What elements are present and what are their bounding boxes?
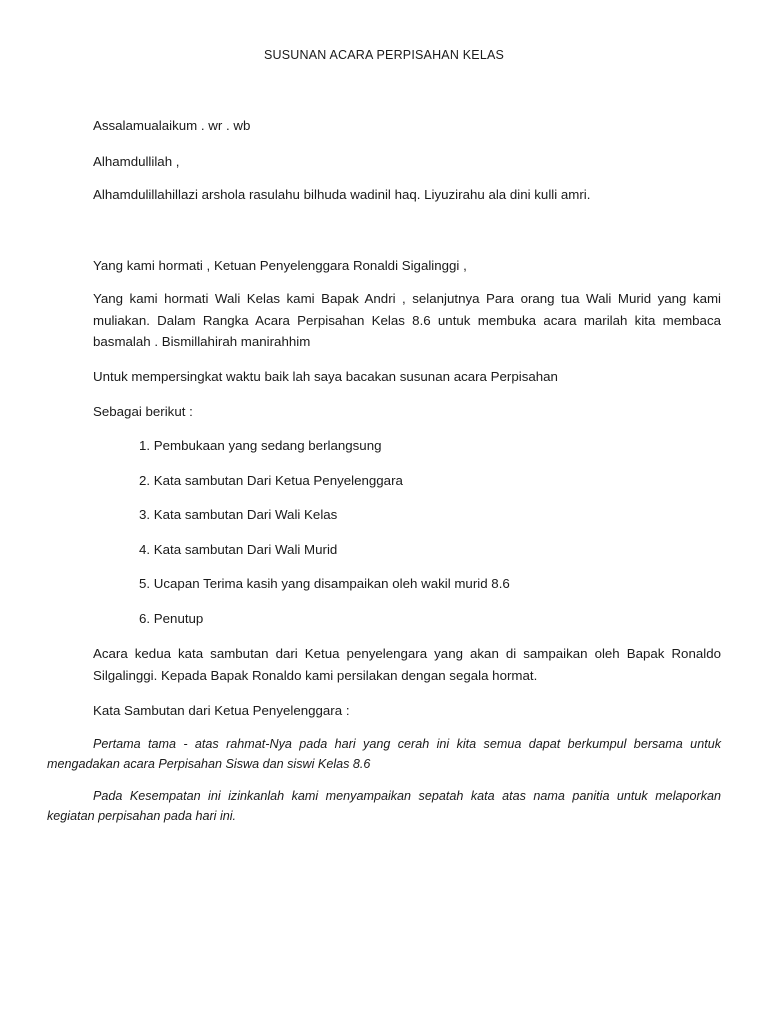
agenda-item: 3. Kata sambutan Dari Wali Kelas [139,507,338,522]
agenda-item: 4. Kata sambutan Dari Wali Murid [139,542,338,557]
agenda-item: 2. Kata sambutan Dari Ketua Penyelenggara [139,473,403,488]
agenda-item: 6. Penutup [139,611,204,626]
agenda-item: 1. Pembukaan yang sedang berlangsung [139,438,382,453]
persingkat-waktu: Untuk mempersingkat waktu baik lah saya bacakan susunan acara Perpisahan [93,369,558,384]
sambutan-paragraph-2 [47,786,721,826]
sebagai-berikut: Sebagai berikut : [93,404,193,419]
sambutan-paragraph-2-text: Pada Kesempatan ini izinkanlah kami menyampaikan sepatah kata atas nama panitia untuk melaporkan kegiatan perpisahan pada hari ini. [47,789,721,823]
agenda-item: 5. Ucapan Terima kasih yang disampaikan oleh wakil murid 8.6 [139,576,510,591]
sambutan-paragraph-1-text: Pertama tama - atas rahmat-Nya pada hari yang cerah ini kita semua dapat berkumpul bersama untuk mengadakan acara Perpisahan Siswa dan siswi Kelas 8.6 [47,737,721,771]
acara-kedua-paragraph: Acara kedua kata sambutan dari Ketua penyelengara yang akan di sampaikan oleh Bapak Ronaldo Silgalinggi. Kepada Bapak Ronaldo kami persilakan dengan segala hormat. [93,646,721,683]
greeting: Assalamualaikum . wr . wb [93,118,251,133]
hormat-wali-kelas: Yang kami hormati Wali Kelas kami Bapak Andri , selanjutnya Para orang tua Wali Murid yang kami muliakan. Dalam Rangka Acara Perpisahan Kelas 8.6 untuk membuka acara marilah kita membaca basmalah . Bismillahirah manirahhim [93,291,721,349]
doa-paragraph: Alhamdulillahillazi arshola rasulahu bilhuda wadinil haq. Liyuzirahu ala dini kulli amri. [93,187,591,202]
sambutan-paragraph-1 [47,734,721,774]
hormat-ketua: Yang kami hormati , Ketuan Penyelenggara Ronaldi Sigalinggi , [93,258,467,273]
page-title: SUSUNAN ACARA PERPISAHAN KELAS [263,48,505,62]
alhamdulillah: Alhamdullilah , [93,154,180,169]
sambutan-heading: Kata Sambutan dari Ketua Penyelenggara : [93,703,350,718]
